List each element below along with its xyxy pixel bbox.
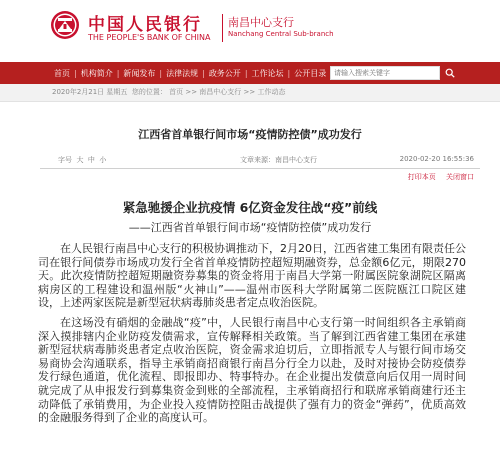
close-window-link[interactable]: 关闭窗口: [446, 173, 474, 181]
article-body: [38, 242, 466, 431]
header-divider: [222, 14, 223, 42]
nav-item[interactable]: 工作论坛: [251, 68, 284, 78]
article-subheadline: ——江西省首单银行间市场“疫情防控债”成功发行: [128, 221, 372, 234]
search-button[interactable]: [442, 66, 458, 80]
branch-name-cn: 南昌中心支行: [228, 16, 294, 29]
font-size-medium[interactable]: 中: [87, 156, 95, 164]
nav-separator: |: [159, 68, 163, 78]
article-paragraph: 在这场没有硝烟的金融战“疫”中，人民银行南昌中心支行第一时间组织各主承销商深入摸排辖内企业防疫发债需求，宣传解释相关政策。当了解到江西省建工集团在承建新型冠状病毒肺炎患者定点收治医院，资金需求迫切后，立即指派专人与银行间市场交易商协会沟通联系，指导主承销商招商银行南昌分行全力以赴，及时对接协会防疫债券发行绿色通道，优化流程、即报即办、特事特办。在企业提出发债意向后仅用一周时间就完成了从申报发行到募集资金到账的全部流程，主承销商招行和联席承销商建行还主动降低了承销费用，为企业投入疫情防控阻击战提供了强有力的资金“弹药”，优质高效的金融服务得到了企业的高度认可。: [38, 315, 466, 425]
article-tools: [400, 172, 474, 182]
site-header: [0, 0, 500, 62]
breadcrumb-sep: >>: [243, 88, 256, 96]
nav-separator: |: [74, 68, 77, 78]
nav-item[interactable]: 政务公开: [208, 68, 241, 78]
font-size-large[interactable]: 大: [76, 156, 84, 164]
breadcrumb-home[interactable]: 首页: [169, 88, 184, 96]
bank-name-en: THE PEOPLE'S BANK OF CHINA: [88, 33, 211, 42]
location-label: 您的位置：: [131, 88, 167, 96]
article-meta: [40, 152, 480, 168]
font-size-small[interactable]: 小: [99, 156, 107, 164]
nav-item[interactable]: 机构简介: [80, 68, 113, 78]
meta-divider: [40, 168, 480, 181]
font-size-label: 字号: [58, 156, 72, 164]
branch-name-en: Nanchang Central Sub-branch: [228, 30, 334, 38]
main-nav: [0, 62, 500, 84]
bank-name-cn[interactable]: 中国人民银行: [88, 15, 202, 35]
nav-separator: |: [116, 68, 120, 78]
pboc-logo-icon[interactable]: [50, 10, 80, 40]
search-input[interactable]: [330, 66, 440, 80]
breadcrumb-branch[interactable]: 南昌中心支行: [199, 88, 242, 96]
breadcrumb: [52, 87, 286, 97]
nav-item[interactable]: 公开目录: [294, 68, 327, 78]
nav-separator: |: [244, 68, 248, 78]
article-source: 文章来源：南昌中心支行: [240, 156, 317, 164]
nav-items: [50, 62, 373, 84]
font-size-switcher: [58, 155, 106, 165]
print-link[interactable]: 打印本页: [407, 173, 436, 181]
article-datetime: 2020-02-20 16:55:36: [399, 155, 474, 163]
search-icon: [445, 68, 455, 78]
nav-separator: |: [287, 68, 291, 78]
article-title: 江西省首单银行间市场“疫情防控债”成功发行: [138, 128, 362, 141]
nav-item[interactable]: 法律法规: [166, 68, 199, 78]
article-headline: 紧急驰援企业抗疫情 6亿资金发往战“疫”前线: [122, 200, 378, 215]
breadcrumb-section[interactable]: 工作动态: [257, 88, 286, 96]
nav-item[interactable]: 首页: [54, 68, 70, 78]
breadcrumb-sep: >>: [185, 88, 198, 96]
nav-separator: |: [202, 68, 205, 78]
breadcrumb-bar: [0, 84, 500, 102]
article-paragraph: 在人民银行南昌中心支行的积极协调推动下，2月20日，江西省建工集团有限责任公司在银行间债券市场成功发行全省首单疫情防控超短期融资券，总金额6亿元，期限270天。此次疫情防控超短期融资券募集的资金将用于南昌大学第一附属医院象湖院区隔离病房区的工程建设和温州版“火神山”——温州市医科大学附属第二医院瓯江口院区建设，上述两家医院是新型冠状病毒肺炎患者定点收治医院。: [38, 242, 466, 310]
nav-item[interactable]: 新闻发布: [123, 68, 156, 78]
current-date: 2020年2月21日 星期五: [52, 88, 128, 96]
